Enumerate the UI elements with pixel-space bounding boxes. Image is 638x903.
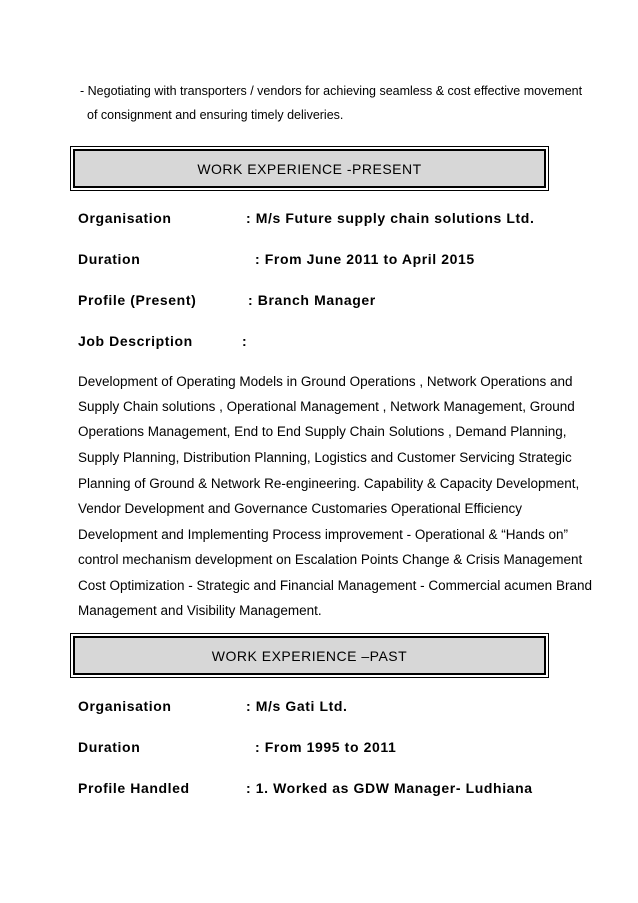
past-organisation-label: Organisation [78, 698, 172, 714]
past-duration-value: : From 1995 to 2011 [255, 739, 397, 755]
intro-line-1: - Negotiating with transporters / vendors for achieving seamless & cost effective movement [80, 84, 583, 98]
present-profile-value: : Branch Manager [248, 292, 376, 308]
past-section-heading: WORK EXPERIENCE –PAST [73, 636, 546, 675]
intro-line-2: of consignment and ensuring timely deliveries. [87, 108, 344, 122]
description-line: Vendor Development and Governance Customaries Operational Efficiency [78, 501, 522, 516]
present-duration-label: Duration [78, 251, 141, 267]
present-profile-label: Profile (Present) [78, 292, 197, 308]
present-section-heading: WORK EXPERIENCE -PRESENT [73, 149, 546, 188]
past-organisation-value: : M/s Gati Ltd. [246, 698, 348, 714]
present-duration-value: : From June 2011 to April 2015 [255, 251, 475, 267]
description-line: Planning of Ground & Network Re-engineering. Capability & Capacity Development, [78, 476, 580, 491]
past-duration-label: Duration [78, 739, 141, 755]
description-line: Development of Operating Models in Ground Operations , Network Operations and [78, 374, 573, 389]
job-description-colon: : [242, 333, 248, 349]
description-line: Supply Planning, Distribution Planning, Logistics and Customer Servicing Strategic [78, 450, 572, 465]
description-line: Supply Chain solutions , Operational Management , Network Management, Ground [78, 399, 575, 414]
present-organisation-label: Organisation [78, 210, 172, 226]
past-profile-label: Profile Handled [78, 780, 190, 796]
description-line: Development and Implementing Process improvement - Operational & “Hands on” [78, 527, 568, 542]
description-line: Cost Optimization - Strategic and Financial Management - Commercial acumen Brand [78, 578, 592, 593]
past-profile-value: : 1. Worked as GDW Manager- Ludhiana [246, 780, 533, 796]
description-line: Operations Management, End to End Supply Chain Solutions , Demand Planning, [78, 424, 567, 439]
present-organisation-value: : M/s Future supply chain solutions Ltd. [246, 210, 535, 226]
description-line: control mechanism development on Escalation Points Change & Crisis Management [78, 552, 583, 567]
job-description-label: Job Description [78, 333, 193, 349]
description-line: Management and Visibility Management. [78, 603, 322, 618]
